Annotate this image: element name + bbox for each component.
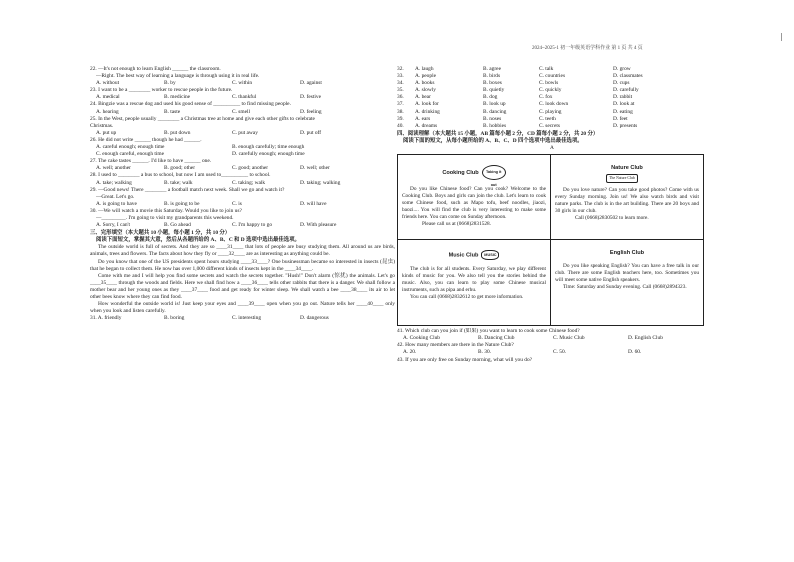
option[interactable]: C. good; another (232, 165, 269, 172)
option[interactable]: B. take; walk (164, 179, 193, 186)
option[interactable]: A. is going to have (96, 200, 137, 207)
divider (550, 155, 551, 325)
option[interactable]: C. countries (539, 73, 566, 80)
section-4-instructions: 阅读下面的短文，从每小题所给的 A、B、C、D 四个选项中选出最佳选项。 (403, 137, 583, 144)
cooking-club-title: Cooking Club (442, 170, 479, 177)
cloze-option-row (397, 109, 707, 116)
option[interactable]: A. 20. (403, 349, 417, 356)
option[interactable]: D. classmates (613, 73, 643, 80)
nature-club-sign: The Nature Club (606, 174, 638, 183)
cloze-option-row (397, 94, 707, 101)
cloze-paragraph-1: The outside world is full of secrets. And they are so ____31____ that lots of people are busy studying them. All around us are birds, animals, trees and flowers. The facts about how they fly or ____32____ are as interesting as anything could be. (90, 244, 395, 258)
question-22-line1: 22. —It's not enough to learn English ______ the classroom. (90, 66, 221, 72)
option[interactable]: B. hobbies (483, 122, 507, 129)
option[interactable]: C. put away (232, 129, 258, 136)
option[interactable]: B. taste (164, 108, 181, 115)
option[interactable]: D. well; other (300, 165, 330, 172)
cooking-club-logo: Taking it out (482, 165, 506, 180)
question-number: 32. (397, 66, 404, 72)
option[interactable]: D. look at (613, 101, 635, 108)
music-club-contact: You can call (0668)2832612 to get more information. (410, 294, 524, 301)
page-header: 2024~2025-1 初一年级英语学科作业 第 1 页 共 4 页 (532, 46, 643, 51)
option[interactable]: A. medical (96, 94, 120, 101)
option[interactable]: C. secrets (539, 122, 560, 129)
question-30-line1: 30. —We will watch a movie this Saturday. Would you like to join us? (90, 207, 242, 214)
option[interactable]: 31. A. friendly (90, 315, 122, 322)
section-4-heading: 四、阅读理解（本大题共 15 小题，AB 篇每小题 2 分，CD 篇每小题 2 分，共 20 分） (397, 130, 599, 137)
option[interactable]: B. enough carefully; time enough (232, 144, 305, 151)
option[interactable]: D. eating (613, 108, 633, 115)
english-club-poster (555, 240, 699, 291)
option[interactable]: A. bear (415, 94, 431, 101)
option[interactable]: D. English Club (628, 335, 663, 342)
option[interactable]: C. within (232, 80, 253, 87)
option[interactable]: B. put down (164, 129, 191, 136)
cloze-paragraph-2: Do you know that one of the US presidents spent hours studying ____33____? One businessman became so interested in insects (昆虫) that he began to collect them. He now has over 1,000 different kinds of insects kept in the ____34____. (90, 258, 395, 272)
option[interactable]: D. feet (613, 115, 628, 122)
option[interactable]: D. carefully enough; enough time (232, 151, 305, 158)
cloze-option-row (397, 123, 707, 130)
option[interactable]: C. teeth (539, 115, 556, 122)
cloze-option-row (397, 116, 707, 123)
option[interactable]: D. presents (613, 122, 638, 129)
option[interactable]: D. 60. (628, 349, 642, 356)
nature-club-poster (555, 155, 699, 222)
option[interactable]: D. taking; walking (300, 179, 341, 186)
passage-label: A (550, 145, 554, 152)
option[interactable]: A. take; walking (96, 179, 132, 186)
question-30-line2: —_________. I'm going to visit my grandparents this weekend. (96, 214, 234, 221)
option[interactable]: B. 30. (478, 349, 492, 356)
option[interactable]: B. good; other (164, 165, 195, 172)
english-club-text: Do you like speaking English? You can have a free talk in our club. There are some English teachers here, too. Sometimes you will meet some native English speakers. (555, 263, 699, 284)
option[interactable]: D. rabbit (613, 94, 633, 101)
options-22 (96, 80, 395, 87)
question-41: 41. Which club can you join if (如果) you want to learn to cook some Chinese food? (397, 328, 580, 335)
question-number: 38. (397, 108, 404, 115)
option[interactable]: D. will have (300, 200, 327, 207)
option[interactable]: B. Dancing Club (478, 335, 515, 342)
cloze-option-row (397, 87, 707, 94)
cloze-paragraph-3: Come with me and I will help you find some secrets and watch the secrets together. "Hush!" Don't alarm (惊扰) the animals. Let's go ____35____ through the woods and fields. Here we shall find how a ____36____ tells other rabbits that there is a danger. We shall follow a mother bear and her young ones as they ____37____ food and get ready for winter sleep. We shall watch a bee ____38____ its air to let other bees know where they can find food. (90, 272, 395, 300)
question-43: 43. If you are only free on Sunday morning, what will you do? (397, 356, 533, 363)
option[interactable]: A. drinking (415, 108, 440, 115)
cooking-club-text: Do you like Chinese food? Can you cook? Welcome to the Cooking Club. Boys and girls can join the club. Let's learn to cook some Chinese food, such as Mapo tofu, beef noodles, jiaozi, baozi.... You will find the club is very interesting to make some friends here. You can come on Sunday afternoon. (402, 186, 546, 221)
option[interactable]: C. playing (539, 108, 562, 115)
option[interactable]: A. careful enough; enough time (96, 144, 165, 151)
cooking-club-contact: Please call us at (0668)2831528. (422, 221, 491, 228)
option[interactable]: B. look up (483, 101, 506, 108)
cooking-club-poster (402, 155, 546, 228)
question-25-line2: Christmas. (90, 122, 114, 129)
club-posters (397, 154, 704, 326)
options-41 (403, 335, 707, 342)
music-club-poster (402, 240, 546, 301)
question-number: 37. (397, 101, 404, 108)
option[interactable]: A. slowly (415, 87, 436, 94)
option[interactable]: C. bowls (539, 80, 559, 87)
option[interactable]: D. festive (300, 94, 321, 101)
option[interactable]: B. by (164, 80, 176, 87)
option[interactable]: B. quietly (483, 87, 505, 94)
option[interactable]: D. cups (613, 80, 630, 87)
option[interactable]: B. agree (483, 66, 501, 72)
option[interactable]: B. boring (164, 315, 185, 322)
option[interactable]: A. Sorry, I can't (96, 222, 131, 229)
option[interactable]: D. feeling (300, 108, 322, 115)
right-column (397, 66, 707, 364)
option[interactable]: A. without (96, 80, 120, 87)
options-42 (403, 349, 707, 356)
options-27 (96, 165, 395, 172)
option[interactable]: B. dancing (483, 108, 507, 115)
margin-mark (781, 33, 782, 41)
question-number: 39. (397, 115, 404, 122)
options-25 (96, 130, 395, 137)
music-club-title: Music Club (448, 252, 479, 259)
question-27: 27. The cake tastes ______. I'd like to have ______ one. (90, 158, 212, 165)
option[interactable]: C. Music Club (553, 335, 585, 342)
question-42: 42. How many members are there in the Nature Club? (397, 342, 514, 349)
nature-club-text: Do you love nature? Can you take good photos? Come with us every Sunday morning. Join us! We also watch birds and visit nature parks. The club is in the art building. There are 20 boys and 30 girls in our club. (555, 187, 699, 215)
english-club-title: English Club (609, 250, 645, 257)
options-31 (90, 315, 395, 322)
options-30 (96, 222, 395, 229)
music-club-text: The club is for all students. Every Saturday, we play different kinds of music for you. We also tell you the stories behind the music. Also, you can learn to play some Chinese musical instruments, such as pipa and erhu. (402, 266, 546, 294)
option[interactable]: C. 50. (553, 349, 567, 356)
question-number: 33. (397, 73, 404, 80)
option[interactable]: C. enough careful, enough time (96, 151, 164, 158)
cloze-option-row (397, 80, 707, 87)
section-3-instructions: 阅读下面短文，掌握其大意，然后从各题所给的 A、B、C 和 D 选项中选出最佳选项。 (96, 237, 300, 244)
option[interactable]: D. put off (300, 129, 322, 136)
option[interactable]: A. people (415, 73, 436, 80)
cloze-options-32-40 (397, 66, 707, 130)
question-26: 26. He did not write ______ though he had ______. (90, 136, 202, 143)
question-29-line1: 29. —Good news! There ________ a football match next week. Shall we go and watch it? (90, 186, 285, 193)
option[interactable]: C. fox (539, 94, 553, 101)
option[interactable]: B. boxes (483, 80, 502, 87)
option[interactable]: C. talk (539, 66, 554, 72)
english-club-time: Time: Saturday and Sunday evening. Call (0668)2894323. (563, 284, 687, 291)
option[interactable]: C. thankful (232, 94, 257, 101)
option[interactable]: A. put up (96, 129, 117, 136)
question-25-line1: 25. In the West, people usually ________ a Christmas tree at home and give each other gifts to celebrate (90, 115, 315, 122)
option[interactable]: C. look down (539, 101, 569, 108)
options-29 (96, 201, 395, 208)
option[interactable]: B. noses (483, 115, 502, 122)
option[interactable]: C. interesting (232, 315, 262, 322)
nature-club-contact: Call (0668)2830502 to learn more. (575, 215, 649, 222)
option[interactable]: C. quickly (539, 87, 562, 94)
option[interactable]: A. books (415, 80, 435, 87)
music-club-logo: MUSIC (481, 250, 499, 260)
option[interactable]: D. dangerous (300, 315, 329, 322)
options-28 (96, 180, 395, 187)
cloze-paragraph-4: How wonderful the outside world is! Just keep your eyes and ____39____ open when you go out. Nature tells her ____40____ only when you look and listen carefully. (90, 301, 395, 315)
option[interactable]: A. well; another (96, 165, 131, 172)
question-number: 34. (397, 80, 404, 87)
option[interactable]: B. dog (483, 94, 498, 101)
option[interactable]: B. birds (483, 73, 501, 80)
option[interactable]: C. taking; walk (232, 179, 266, 186)
question-23: 23. I want to be a ________ worker to rescue people in the future. (90, 87, 233, 94)
question-22-line2: —Right. The best way of learning a language is through using it in real life. (96, 73, 260, 80)
question-number: 40. (397, 122, 404, 129)
question-29-line2: —Great. Let's go. (96, 193, 135, 200)
option[interactable]: C. I'm happy to go (232, 222, 273, 229)
options-24 (96, 109, 395, 116)
cloze-option-row (397, 73, 707, 80)
option[interactable]: B. medicine (164, 94, 191, 101)
option[interactable]: C. is (232, 200, 242, 207)
question-24: 24. Bingzie was a rescue dog and used his good sense of __________ to find missing people. (90, 101, 291, 108)
option[interactable]: A. Cooking Club (403, 335, 440, 342)
option[interactable]: D. against (300, 80, 322, 87)
nature-club-title: Nature Club (611, 165, 643, 172)
option[interactable]: D. With pleasure (300, 222, 337, 229)
options-26b (96, 151, 395, 158)
option[interactable]: C. smell (232, 108, 250, 115)
options-26a (96, 144, 395, 151)
cloze-option-row (397, 101, 707, 108)
section-3-heading: 三、完形填空（本大题共 10 小题，每小题 1 分，共 10 分） (90, 230, 231, 237)
question-number: 35. (397, 87, 404, 94)
option[interactable]: A. ears (415, 115, 431, 122)
option[interactable]: A. hearing (96, 108, 119, 115)
option[interactable]: A. look for (415, 101, 439, 108)
question-28: 28. I used to ________ a bus to school, but now I am used to__________ to school. (90, 172, 271, 179)
option[interactable]: A. dreams (415, 122, 438, 129)
option[interactable]: B. Go ahead (164, 222, 191, 229)
question-number: 36. (397, 94, 404, 101)
left-column (90, 66, 395, 322)
cloze-option-row (397, 66, 707, 73)
option[interactable]: D. grow (613, 66, 631, 72)
option[interactable]: B. is going to be (164, 200, 200, 207)
option[interactable]: D. carefully (613, 87, 639, 94)
options-23 (96, 94, 395, 101)
option[interactable]: A. laugh (415, 66, 434, 72)
